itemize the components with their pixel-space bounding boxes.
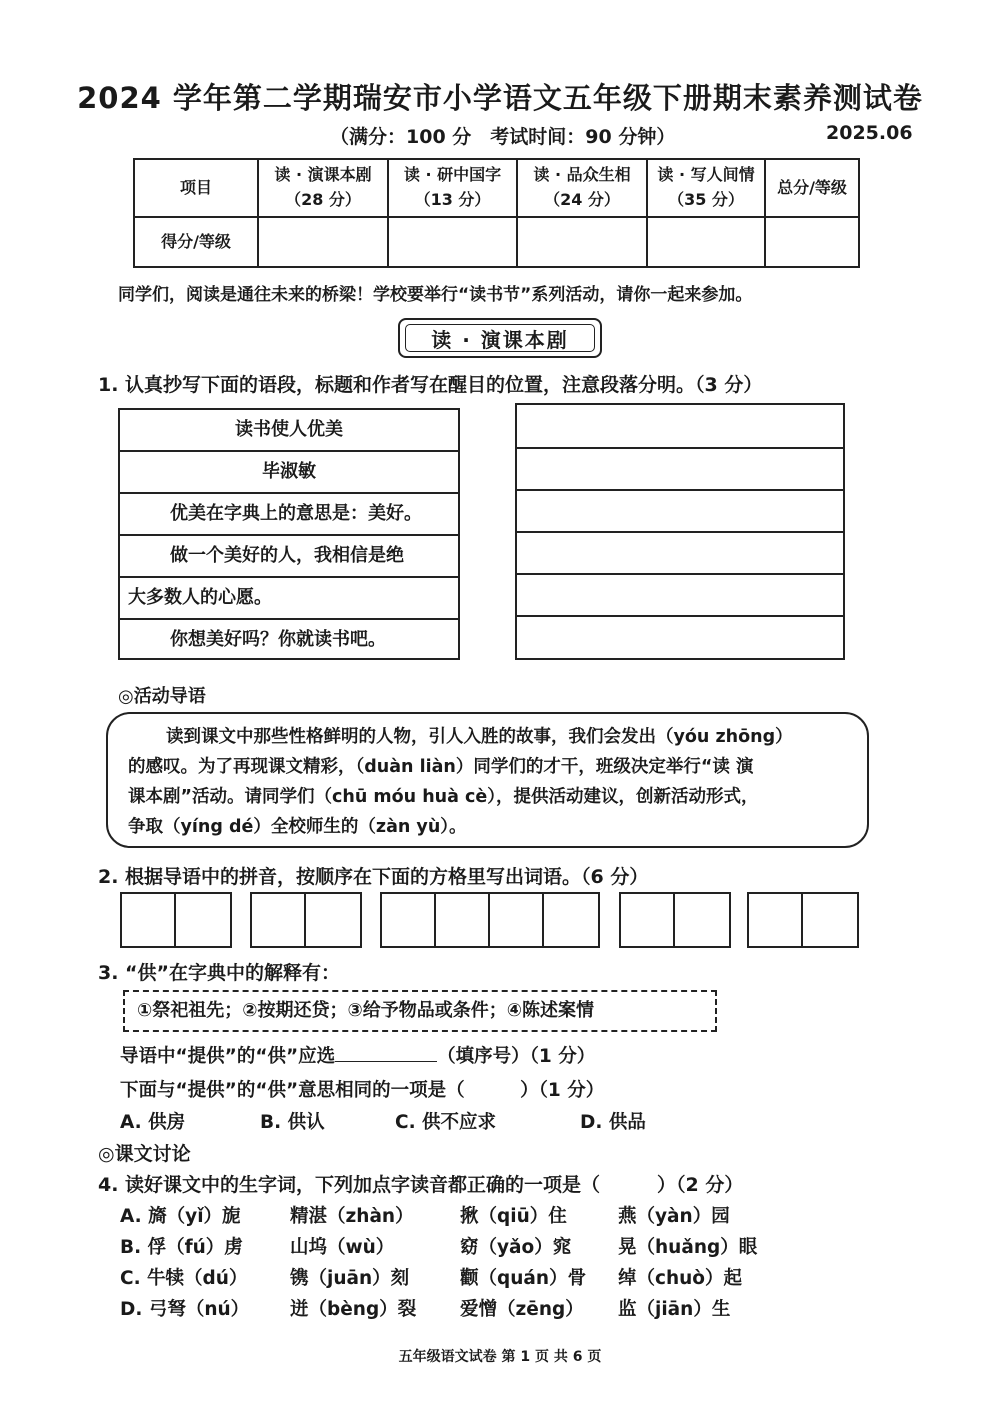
score-row-label: 得分/等级 <box>134 217 258 267</box>
q4-d-1[interactable]: D. 弓弩（nú） <box>120 1299 250 1320</box>
fill-blank[interactable] <box>335 1043 437 1062</box>
q4-a-1[interactable]: A. 旖（yǐ）旎 <box>120 1206 241 1227</box>
page-footer: 五年级语文试卷 第 1 页 共 6 页 <box>398 1349 602 1365</box>
answer-grid-1[interactable] <box>120 892 232 948</box>
exam-title: 2024 学年第二学期瑞安市小学语文五年级下册期末素养测试卷 <box>77 81 923 115</box>
score-col-3: 读 · 品众生相 （24 分） <box>517 159 647 217</box>
score-cell-1[interactable] <box>258 217 388 267</box>
copy-source-box <box>118 408 460 660</box>
section-banner-label: 读 · 演课本剧 <box>431 327 569 352</box>
copy-line-4: 做一个美好的人，我相信是绝 <box>120 536 458 578</box>
option-a[interactable]: A. 供房 <box>120 1112 186 1133</box>
score-col-1: 读 · 演课本剧 （28 分） <box>258 159 388 217</box>
guide-heading: ◎活动导语 <box>118 686 206 707</box>
answer-grid-3[interactable] <box>380 892 600 948</box>
q4-d-2: 迸（bèng）裂 <box>290 1299 417 1320</box>
intro-text: 同学们，阅读是通往未来的桥梁！学校要举行“读书节”系列活动，请你一起来参加。 <box>118 285 753 305</box>
question-3-part-1: 导语中“提供”的“供”应选 （填序号）（1 分） <box>120 1042 595 1068</box>
discussion-heading: ◎课文讨论 <box>98 1143 191 1165</box>
exam-subtitle: （满分：100 分 考试时间：90 分钟） <box>330 126 676 148</box>
score-cell-2[interactable] <box>388 217 517 267</box>
section-banner <box>398 318 602 358</box>
answer-grid-5[interactable] <box>747 892 859 948</box>
answer-grid-4[interactable] <box>619 892 731 948</box>
exam-date: 2025.06 <box>826 122 913 144</box>
copy-line-title: 读书使人优美 <box>120 410 458 452</box>
option-d[interactable]: D. 供品 <box>580 1112 646 1133</box>
q4-c-1[interactable]: C. 牛犊（dú） <box>120 1268 248 1289</box>
score-col-4: 读 · 写人间情 （35 分） <box>647 159 765 217</box>
score-cell-total[interactable] <box>765 217 859 267</box>
question-1: 1. 认真抄写下面的语段，标题和作者写在醒目的位置，注意段落分明。（3 分） <box>98 374 763 396</box>
answer-grid-2[interactable] <box>250 892 362 948</box>
q4-c-4: 绰（chuò）起 <box>618 1268 743 1289</box>
q4-a-4: 燕（yàn）园 <box>618 1206 730 1227</box>
q4-d-3: 爱憎（zēng） <box>460 1299 584 1320</box>
score-cell-3[interactable] <box>517 217 647 267</box>
option-c[interactable]: C. 供不应求 <box>395 1112 497 1133</box>
q4-b-1[interactable]: B. 俘（fú）虏 <box>120 1237 243 1258</box>
score-col-total: 总分/等级 <box>765 159 859 217</box>
score-col-2: 读 · 研中国字 （13 分） <box>388 159 517 217</box>
copy-answer-box[interactable] <box>515 403 845 660</box>
q4-b-4: 晃（huǎng）眼 <box>618 1237 758 1258</box>
copy-line-3: 优美在字典上的意思是：美好。 <box>120 494 458 536</box>
q4-b-2: 山坞（wù） <box>290 1237 395 1258</box>
q4-c-3: 颧（quán）骨 <box>460 1268 587 1289</box>
guide-text <box>128 722 853 842</box>
copy-line-5: 大多数人的心愿。 <box>120 578 458 620</box>
guide-line-4: 争取（yíng dé）全校师生的（zàn yù）。 <box>128 817 467 837</box>
guide-box <box>106 712 869 848</box>
score-table-header-label: 项目 <box>134 159 258 217</box>
question-3: 3. “供”在字典中的解释有： <box>98 962 341 984</box>
question-2: 2. 根据导语中的拼音，按顺序在下面的方格里写出词语。（6 分） <box>98 866 649 888</box>
q4-d-4: 监（jiān）生 <box>618 1299 731 1320</box>
option-b[interactable]: B. 供认 <box>260 1112 325 1133</box>
guide-line-1: 读到课文中那些性格鲜明的人物，引人入胜的故事，我们会发出（yóu zhōng） <box>166 727 793 747</box>
question-3-part-2: 下面与“提供”的“供”意思相同的一项是（ ）（1 分） <box>120 1080 605 1101</box>
copy-line-author: 毕淑敏 <box>120 452 458 494</box>
copy-line-6: 你想美好吗？你就读书吧。 <box>170 629 386 650</box>
q4-a-2: 精湛（zhàn） <box>290 1206 414 1227</box>
q4-b-3: 窈（yǎo）窕 <box>460 1237 572 1258</box>
guide-line-2: 的感叹。为了再现课文精彩，（duàn liàn）同学们的才干，班级决定举行“读 演 <box>128 757 754 777</box>
score-cell-4[interactable] <box>647 217 765 267</box>
q4-c-2: 镌（juān）刻 <box>290 1268 410 1289</box>
dictionary-meanings: ①祭祀祖先；②按期还贷；③给予物品或条件；④陈述案情 <box>123 990 717 1032</box>
question-4: 4. 读好课文中的生字词，下列加点字读音都正确的一项是（ ）（2 分） <box>98 1174 744 1196</box>
guide-line-3: 课本剧”活动。请同学们（chū móu huà cè），提供活动建议，创新活动形式， <box>128 787 759 807</box>
score-table <box>133 158 860 268</box>
q4-a-3: 揪（qiū）住 <box>460 1206 567 1227</box>
